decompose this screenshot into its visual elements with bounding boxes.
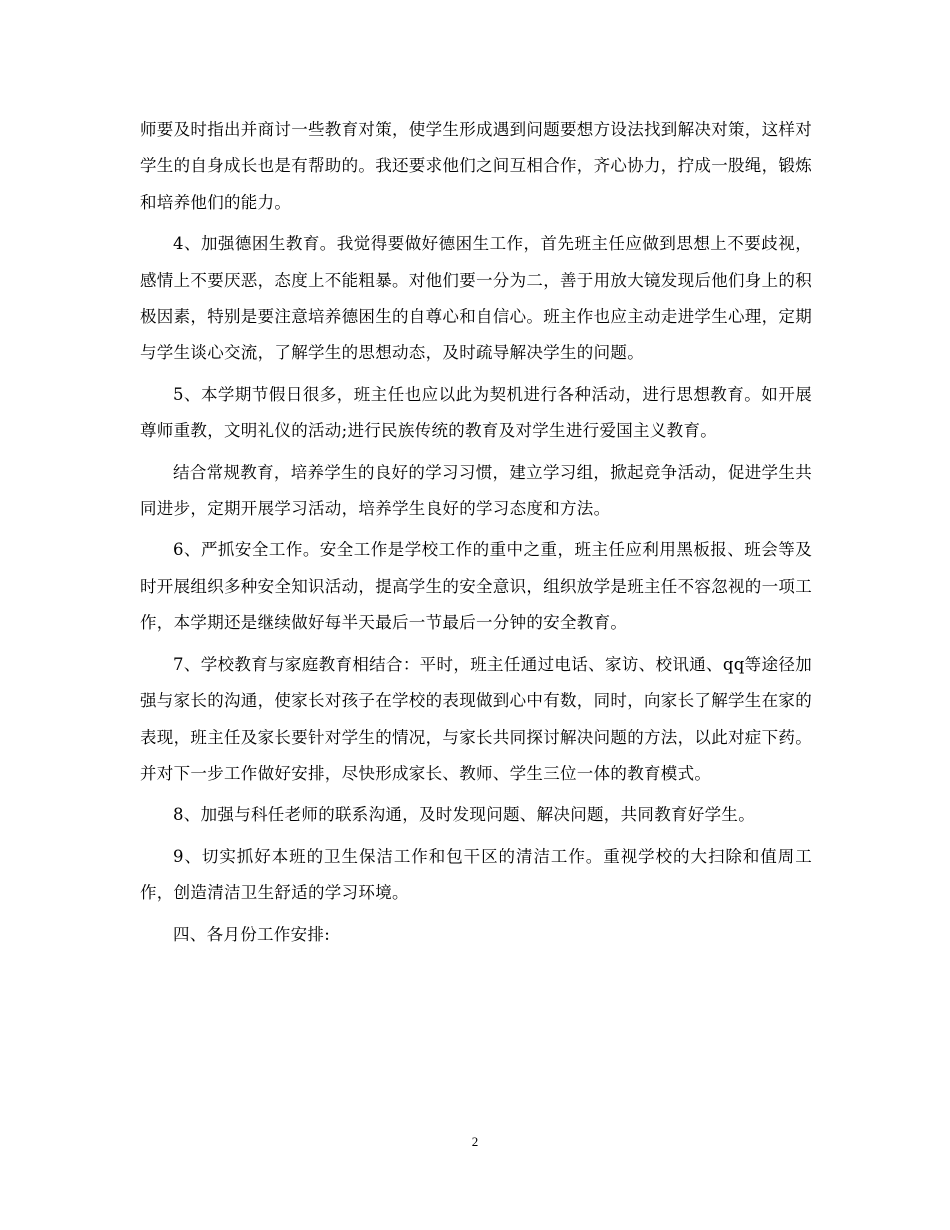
- document-body: [140, 112, 812, 958]
- paragraph-item-8: 8、加强与科任老师的联系沟通，及时发现问题、解决问题，共同教育好学生。: [173, 805, 755, 825]
- paragraph-item-4: 4、加强德困生教育。我觉得要做好德困生工作，首先班主任应做到思想上不要歧视，感情上不要厌恶，态度上不能粗暴。对他们要一分为二，善于用放大镜发现后他们身上的积极因素，特别是要注意培养德困生的自尊心和自信心。班主作也应主动走进学生心理，定期与学生谈心交流，了解学生的思想动态，及时疏导解决学生的问题。: [140, 234, 812, 363]
- paragraph-item-5: 5、本学期节假日很多，班主任也应以此为契机进行各种活动，进行思想教育。如开展尊师重教，文明礼仪的活动;进行民族传统的教育及对学生进行爱国主义教育。: [140, 384, 812, 441]
- section-heading-monthly-plan: 四、各月份工作安排:: [173, 924, 331, 944]
- paragraph-item-6: 6、严抓安全工作。安全工作是学校工作的重中之重，班主任应利用黑板报、班会等及时开展组织多种安全知识活动，提高学生的安全意识，组织放学是班主任不容忽视的一项工作，本学期还是继续做好每半天最后一节最后一分钟的安全教育。: [140, 540, 812, 633]
- paragraph-routine-education: 结合常规教育，培养学生的良好的学习习惯，建立学习组，掀起竞争活动，促进学生共同进步，定期开展学习活动，培养学生良好的学习态度和方法。: [140, 462, 812, 519]
- paragraph-item-7: 7、学校教育与家庭教育相结合：平时，班主任通过电话、家访、校讯通、qq等途径加强与家长的沟通，使家长对孩子在学校的表现做到心中有数，同时，向家长了解学生在家的表现，班主任及家长要针对学生的情况，与家长共同探讨解决问题的方法，以此对症下药。并对下一步工作做好安排，尽快形成家长、教师、学生三位一体的教育模式。: [140, 654, 812, 783]
- page-number: 2: [471, 1134, 479, 1149]
- paragraph-item-9: 9、切实抓好本班的卫生保洁工作和包干区的清洁工作。重视学校的大扫除和值周工作，创造清洁卫生舒适的学习环境。: [140, 846, 812, 903]
- paragraph-continuation: 师要及时指出并商讨一些教育对策，使学生形成遇到问题要想方设法找到解决对策，这样对学生的自身成长也是有帮助的。我还要求他们之间互相合作，齐心协力，拧成一股绳，锻炼和培养他们的能力。: [140, 120, 812, 212]
